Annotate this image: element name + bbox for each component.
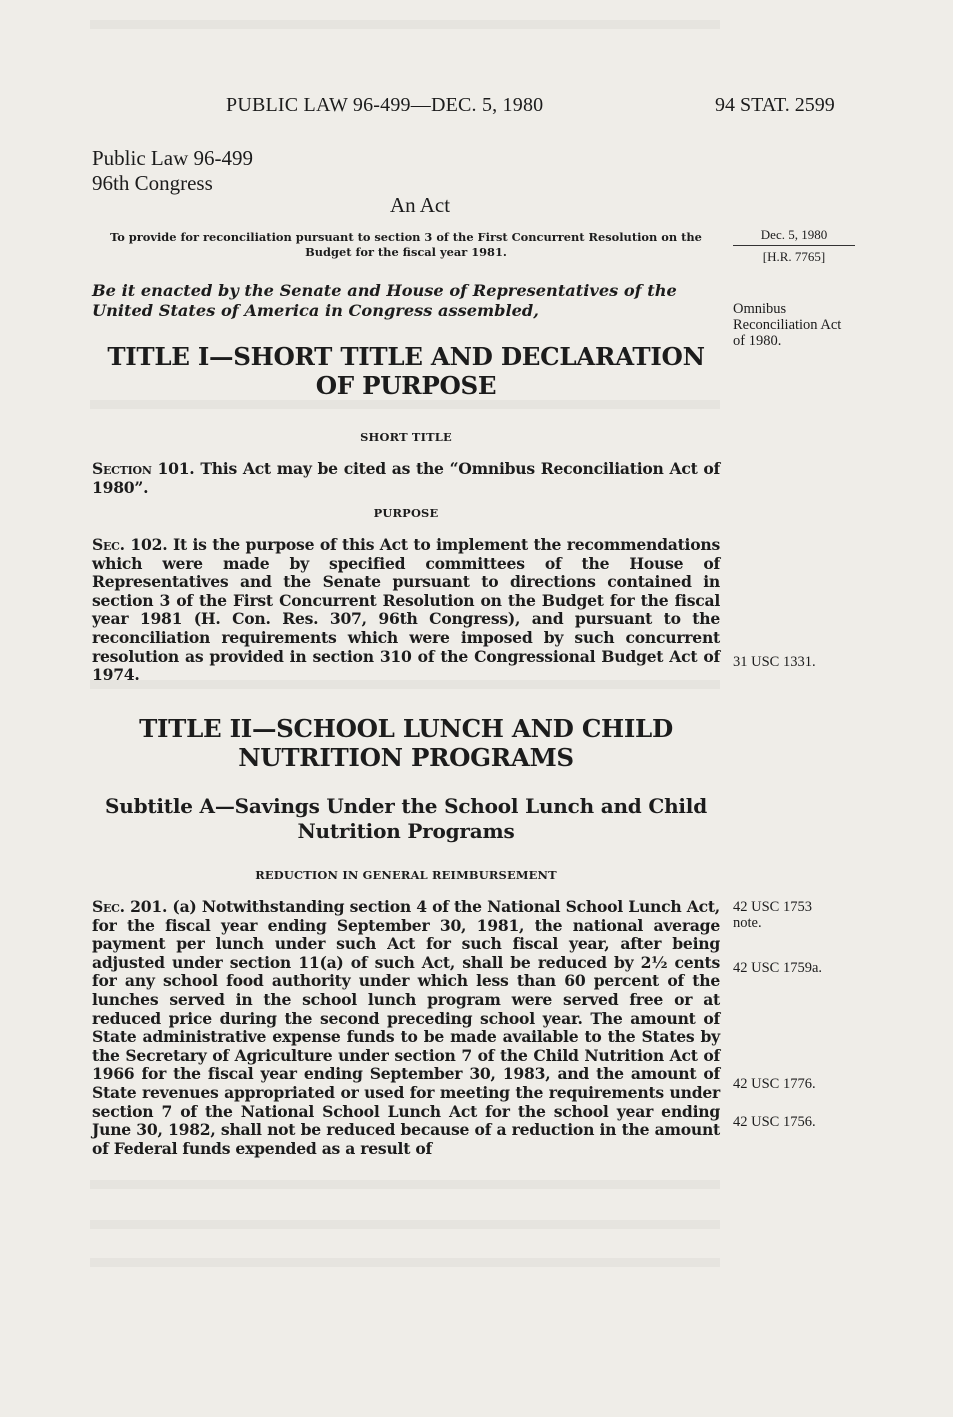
section-label: Sec.: [92, 897, 125, 916]
margin-note-42-usc-1776: 42 USC 1776.: [733, 1076, 816, 1092]
section-102-text: 102. It is the purpose of this Act to implement the recommendations which were made by specified committees of the House of Representatives and the Senate pursuant to directions contained in section 3 of the First Concurrent Resolution on the Budget for the fiscal year 1981 (H. Con. Res. 307, 96th Congress), and pursuant to the reconciliation requirements which were imposed by such concurrent resolution as provided in section 310 of the Congressional Budget Act of 1974.: [92, 535, 720, 685]
margin-note-42-usc-1759a: 42 USC 1759a.: [733, 960, 823, 976]
margin-note-short-title: Omnibus Reconciliation Act of 1980.: [733, 301, 842, 349]
bleed-through-line: [90, 1180, 720, 1189]
section-101: [92, 460, 720, 497]
margin-note-31-usc-1331: 31 USC 1331.: [733, 654, 816, 670]
public-law-designation: [92, 146, 253, 196]
title-2-heading: TITLE II—SCHOOL LUNCH AND CHILD NUTRITION PROGRAMS: [139, 714, 673, 772]
running-head-left: PUBLIC LAW 96-499—DEC. 5, 1980: [226, 94, 544, 116]
an-act-heading: An Act: [389, 193, 451, 217]
reduction-subheading: REDUCTION IN GENERAL REIMBURSEMENT: [255, 868, 557, 882]
margin-note-42-usc-1756: 42 USC 1756.: [733, 1114, 816, 1130]
bill-number: [H.R. 7765]: [762, 249, 826, 264]
act-purpose: To provide for reconciliation pursuant to section 3 of the First Concurrent Resolution on the Budget for the fiscal year 1981.: [110, 230, 702, 259]
enactment-date-box: [733, 226, 855, 265]
margin-note-42-usc-1753: 42 USC 1753 note.: [733, 899, 812, 931]
congress-number: 96th Congress: [92, 171, 213, 195]
title-1-heading: TITLE I—SHORT TITLE AND DECLARATION OF PURPOSE: [107, 342, 705, 400]
section-201: [92, 898, 720, 1158]
short-title-subheading: SHORT TITLE: [360, 430, 452, 444]
section-102: [92, 536, 720, 685]
subtitle-a-heading: Subtitle A—Savings Under the School Lunch and Child Nutrition Programs: [105, 794, 707, 843]
section-201-text: 201. (a) Notwithstanding section 4 of the National School Lunch Act, for the fiscal year ending September 30, 1981, the national average payment per lunch under such Act for such fiscal year, after being adjusted under section 11(a) of such Act, shall be reduced by 2½ cents for any school food authority under which less than 60 percent of the lunches served in the school lunch program were served free or at reduced price during the second preceding school year. The amount of State administrative expense funds to be made available to the States by the Secretary of Agriculture under section 7 of the Child Nutrition Act of 1966 for the fiscal year ending September 30, 1983, and the amount of State revenues appropriated or used for meeting the requirements under section 7 of the National School Lunch Act for the school year ending June 30, 1982, shall not be reduced because of a reduction in the amount of Federal funds expended as a result of: [92, 897, 720, 1158]
section-101-text: 101. This Act may be cited as the “Omnibus Reconciliation Act of 1980”.: [92, 459, 720, 497]
bleed-through-line: [90, 1258, 720, 1267]
purpose-subheading: PURPOSE: [373, 506, 439, 520]
section-label: Sec.: [92, 535, 125, 554]
bleed-through-line: [90, 20, 720, 29]
bleed-through-line: [90, 1220, 720, 1229]
section-label: Section: [92, 459, 152, 478]
running-head-right: 94 STAT. 2599: [715, 94, 835, 116]
enacting-clause: Be it enacted by the Senate and House of Representatives of the United States of America in Congress assembled,: [92, 281, 677, 320]
divider: [733, 245, 855, 246]
public-law-number: Public Law 96-499: [92, 146, 253, 170]
bleed-through-line: [90, 400, 720, 409]
enactment-date: Dec. 5, 1980: [760, 227, 828, 242]
